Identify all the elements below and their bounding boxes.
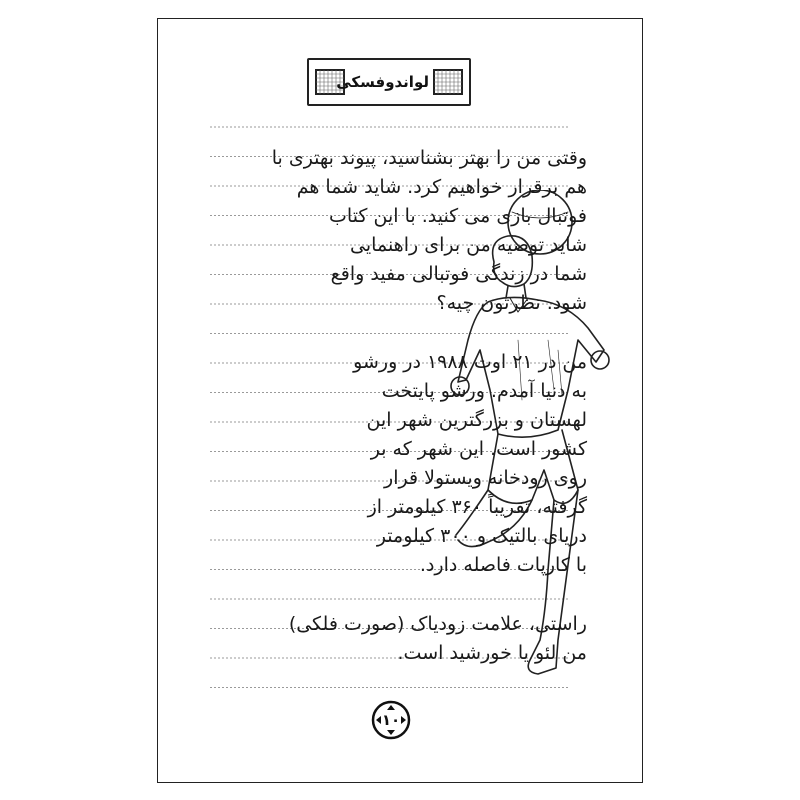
text-line: من لئو یا خورشید است. [397, 642, 587, 664]
text-line: وقتی من را بهتر بشناسید، پیوند بهتری با [271, 147, 587, 169]
text-line: شاید توصیه من برای راهنمایی [350, 234, 587, 256]
page-number: ۱۰ [381, 711, 401, 729]
text-line: شود. نظرتون چیه؟ [436, 292, 587, 314]
text-line: شما در زندگی فوتبالی مفید واقع [330, 263, 587, 285]
text-line: روی رودخانه ویستولا قرار [384, 467, 587, 489]
text-line: لهستان و بزرگترین شهر این [366, 409, 587, 431]
text-line: با کارپات فاصله دارد. [419, 554, 587, 576]
text-line: کشور است. این شهر که بر [370, 438, 587, 460]
text-line: به دنیا آمدم. ورشو پایتخت [381, 380, 587, 402]
title-box [307, 58, 471, 106]
text-line: گرفته، تقریباً ۳۶۰ کیلومتر از [367, 496, 587, 518]
text-line: من در ۲۱ اوت ۱۹۸۸ در ورشو [353, 351, 587, 373]
goal-net-icon [431, 64, 465, 98]
text-line: فوتبال بازی می کنید. با این کتاب [329, 205, 587, 227]
text-line: راستی، علامت زودیاک (صورت فلکی) [288, 613, 587, 635]
text-line: دریای بالتیک و ۳۰۰ کیلومتر [376, 525, 587, 547]
chapter-title: لواندوفسکی [336, 73, 429, 91]
text-line: هم برقرار خواهیم کرد. شاید شما هم [296, 176, 587, 198]
